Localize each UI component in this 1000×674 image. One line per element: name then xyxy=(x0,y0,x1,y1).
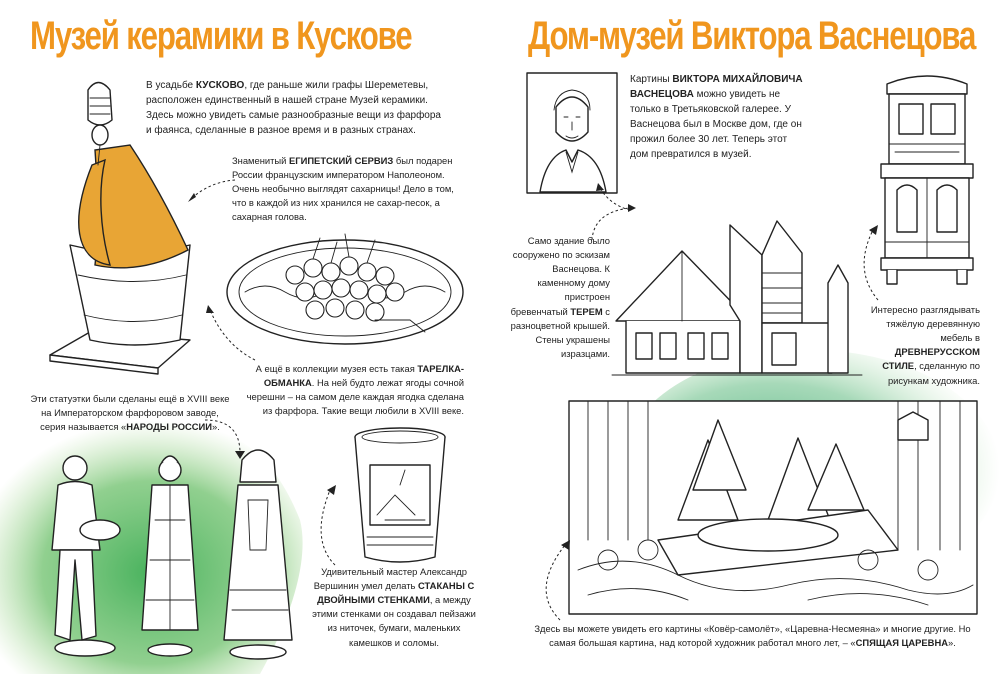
arrow-to-plate xyxy=(195,300,265,370)
furniture-text: Интересно разглядывать тяжёлую деревянную мебель в ДРЕВНЕРУССКОМ СТИЛЕ, сделанную по рисункам художника. xyxy=(870,304,980,386)
sleeping-princess-painting-illustration xyxy=(568,400,978,615)
arrow-to-painting xyxy=(525,530,580,625)
left-title: Музей керамики в Кускове xyxy=(30,14,412,58)
arrow-to-vase xyxy=(180,170,240,210)
double-wall-glass-illustration xyxy=(345,425,455,570)
statues-text: Эти статуэтки были сделаны ещё в XVIII веке на Императорском фарфоровом заводе, серия называется «НАРОДЫ РОССИИ». xyxy=(30,393,230,433)
vasnetsov-portrait xyxy=(526,72,618,194)
right-title: Дом-музей Виктора Васнецова xyxy=(528,14,976,58)
kuskovo-intro-text: В усадьбе КУСКОВО, где раньше жили графы Шереметевы, расположен единственный в нашей стране Музей керамики. Здесь можно увидеть самые разнообразные вещи из фарфора и фаянса, сделанные в разное время и в разных странах. xyxy=(146,80,441,136)
glass-text: Удивительный мастер Александр Вершинин умел делать СТАКАНЫ С ДВОЙНЫМИ СТЕНКАМИ, а между этими стенками он создавал пейзажи из ниточек, бумаги, маленьких камешков и соломы. xyxy=(312,566,476,648)
house-text: Само здание было сооружено по эскизам Васнецова. К каменному дому пристроен бревенчатый ТЕРЕМ с разноцветной крышей. Стены украшены изразцами. xyxy=(510,235,610,359)
folk-figurines-illustration xyxy=(30,440,310,665)
paintings-text: Здесь вы можете увидеть его картины «Ковёр-самолёт», «Царевна-Несмеяна» и многие другие. Но самая большая картина, над которой художник работал много лет, – «СПЯЩАЯ ЦАРЕВНА». xyxy=(534,623,971,649)
vasnetsov-house-illustration xyxy=(612,213,862,383)
egyptian-service-text: Знаменитый ЕГИПЕТСКИЙ СЕРВИЗ был подарен России французским императором Наполеоном. Очень необычно выглядят сахарницы! Дело в том, что в каждой из них хранился не сахар-песок, а сахарная голова. xyxy=(232,155,454,223)
arrow-to-portrait xyxy=(590,180,640,220)
egyptian-vase-illustration xyxy=(40,70,200,380)
plate-text: А ещё в коллекции музея есть такая ТАРЕЛКА-ОБМАНКА. На ней будто лежат ягоды сочной черешни – на самом деле каждая ягодка сделана из фарфора. Такие вещи любили в XVIII веке. xyxy=(246,363,464,417)
old-russian-cabinet-illustration xyxy=(875,72,980,287)
vasnetsov-intro-text: Картины ВИКТОРА МИХАЙЛОВИЧА ВАСНЕЦОВА можно увидеть не только в Третьяковской галерее. У Васнецова был в Москве дом, где он прожил более 30 лет. Теперь этот дом превратился в музей. xyxy=(630,74,803,160)
arrow-to-cabinet xyxy=(848,220,888,305)
arrow-to-glass xyxy=(300,480,350,570)
